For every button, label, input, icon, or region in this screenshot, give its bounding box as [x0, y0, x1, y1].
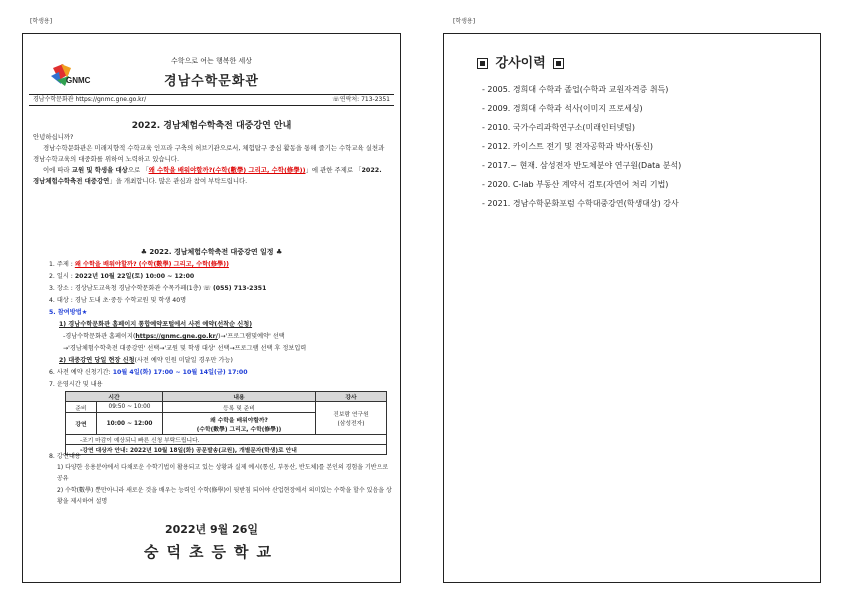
issue-date: 2022년 9월 26일 — [164, 523, 259, 536]
item-schedule: 7. 운영시간 및 내용 — [49, 381, 103, 388]
table-note-1: -조기 마감이 예상되니 빠른 신청 부탁드립니다. — [66, 435, 387, 445]
career-item: - 2005. 경희대 수학과 졸업(수학과 교원자격증 취득) — [482, 85, 669, 94]
method-1-step-b: →'경남체험수학축전 대중강연' 선택→'교원 및 학생 대상' 선택→프로그램 선택 후 정보입력 — [63, 345, 307, 352]
row-lecturer: 진보람 연구원 (삼성전자) — [316, 402, 387, 435]
item-method: 5. 참여방법★ — [49, 309, 88, 316]
intro-paragraph-2: 이에 따라 교원 및 학생을 대상으로 「왜 수학을 배워야할까?(수학(數學) 그리고, 수학(修學))」에 관한 주제로 「2022. 경남체험수학축전 대중강연」을 개최합니다. 많은 관심과 참여 부탁드립니다. — [33, 166, 382, 185]
row-time: 09:50 ~ 10:00 — [97, 402, 163, 413]
header-website[interactable]: 경남수학문화관 https://gnmc.gne.go.kr/ — [33, 96, 147, 103]
row-label: 강연 — [66, 413, 97, 435]
schedule-table — [65, 391, 387, 455]
row-time: 10:00 ~ 12:00 — [97, 413, 163, 435]
row-content: 등록 및 준비 — [163, 402, 316, 413]
notice-page — [22, 33, 401, 583]
row-label: 준비 — [66, 402, 97, 413]
item-target: 4. 대상 : 경남 도내 초·중등 수학교원 및 학생 40명 — [49, 297, 187, 304]
header-phone: ☏연락처: 713-2351 — [332, 96, 390, 103]
section-8-point-1: 1) 다양한 응용분야에서 다채로운 수학기법이 활용되고 있는 상황과 실제 예시(통신, 부동산, 반도체)를 본인의 경험을 기반으로 공유 — [57, 464, 389, 482]
item-period: 6. 사전 예약 신청기간: 10월 4일(화) 17:00 ~ 10월 14일(금) 17:00 — [49, 369, 248, 376]
method-1-step-a: -경남수학문화관 홈페이지(https://gnmc.gne.go.kr/)→'프로그램및예약' 선택 — [63, 333, 285, 340]
section-8-title: 8. 강연내용 — [49, 453, 81, 460]
method-1: 1) 경남수학문화관 홈페이지 통합예약포털에서 사전 예약(선착순 신청) — [59, 321, 253, 328]
career-item: - 2010. 국가수리과학연구소(미래인터넷팀) — [482, 123, 636, 132]
intro-greeting: 안녕하십니까? — [33, 133, 74, 141]
header-bar — [29, 94, 394, 106]
career-item: - 2009. 경희대 수학과 석사(이미지 프로세싱) — [482, 104, 643, 113]
table-note-2: -강연 대상자 안내: 2022년 10월 18일(화) 공문발송(교원), 개별문자(학생)로 안내 — [66, 445, 387, 455]
header-slogan: 수학으로 여는 행복한 세상 — [170, 57, 253, 65]
table-header-content: 내용 — [163, 392, 316, 402]
square-bullet-icon — [477, 58, 488, 69]
career-item: - 2021. 경남수학문화포럼 수학대중강연(학생대상) 강사 — [482, 199, 679, 208]
lecturer-history-title: 강사이력 — [474, 52, 567, 71]
table-header-time: 시간 — [66, 392, 163, 402]
career-item: - 2020. C-lab 부동산 계약서 검토(자연어 처리 기법) — [482, 180, 669, 189]
item-topic: 1. 주제 : 왜 수학을 배워야할까? (수학(數學) 그리고, 수학(修學)) — [49, 261, 229, 268]
homepage-link[interactable]: https://gnmc.gne.go.kr/ — [135, 333, 218, 340]
corner-label-left: [학생용] — [30, 18, 53, 25]
career-item: - 2017.~ 현재. 삼성전자 반도체분야 연구원(Data 분석) — [482, 161, 682, 170]
item-datetime: 2. 일시 : 2022년 10월 22일(토) 10:00 ~ 12:00 — [49, 273, 195, 280]
career-item: - 2012. 카이스트 전기 및 전자공학과 박사(통신) — [482, 142, 653, 151]
logo-text: GNMC — [66, 76, 91, 85]
table-header-lecturer: 강사 — [316, 392, 387, 402]
header-title: 경남수학문화관 — [164, 74, 259, 89]
lecturer-page — [443, 33, 821, 583]
square-bullet-icon — [553, 58, 564, 69]
row-content: 왜 수학을 배워야할까? (수학(數學) 그리고, 수학(修學)) — [163, 413, 316, 435]
intro-paragraph-1: 경남수학문화관은 미래지향적 수학교육 인프라 구축의 허브기관으로서, 체험탐구 중심 활동을 통해 즐기는 수학교육 실천과 경남수학교육의 대중화를 위하여 노력하고 있습니다. — [33, 144, 385, 163]
item-place: 3. 장소 : 경상남도교육청 경남수학문화관 수목카페(1층) ☏ (055) 713-2351 — [49, 285, 267, 292]
method-2: 2) 대중강연 당일 현장 신청(사전 예약 인원 미달일 경우만 가능) — [59, 357, 233, 364]
school-name: 숭덕초등학교 — [144, 543, 279, 561]
corner-label-right: [학생용] — [453, 18, 476, 25]
table-row — [66, 402, 387, 413]
schedule-title: ♣ 2022. 경남체험수학축전 대중강연 일정 ♣ — [140, 248, 283, 256]
document-title: 2022. 경남체험수학축전 대중강연 안내 — [131, 121, 292, 131]
section-8-point-2: 2) 수학(數學) 뿐만아니라 새로운 것을 배우는 능력인 수학(修學)이 뒷받침 되어야 산업현장에서 의미있는 수학을 할수 있음을 상황을 제시하여 설명 — [57, 487, 392, 505]
